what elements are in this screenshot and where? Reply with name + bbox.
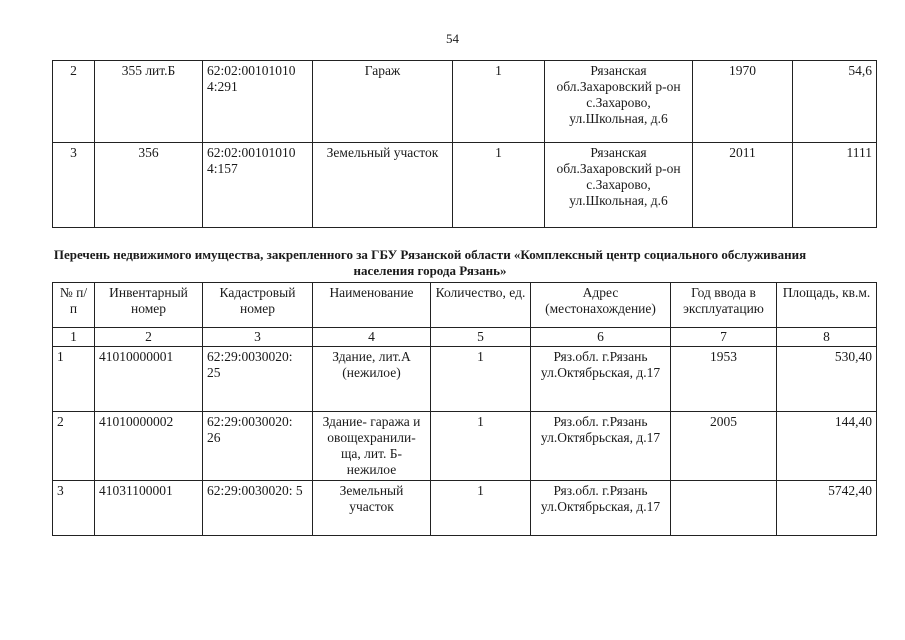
cadastral-number: 62:02:00101010 4:291 bbox=[203, 61, 313, 143]
year: 1953 bbox=[671, 347, 777, 412]
page-number: 54 bbox=[446, 31, 459, 46]
table-row bbox=[53, 143, 877, 228]
quantity: 1 bbox=[431, 412, 531, 481]
address: Ряз.обл. г.Рязань ул.Октябрьская, д.17 bbox=[531, 412, 671, 481]
address: Ряз.обл. г.Рязань ул.Октябрьская, д.17 bbox=[531, 347, 671, 412]
quantity: 1 bbox=[453, 143, 545, 228]
cadastral-number: 62:29:0030020: 26 bbox=[203, 412, 313, 481]
year: 1970 bbox=[693, 61, 793, 143]
inventory-number: 355 лит.Б bbox=[95, 61, 203, 143]
column-number-row bbox=[53, 328, 877, 347]
cadastral-number: 62:29:0030020: 25 bbox=[203, 347, 313, 412]
area: 1111 bbox=[793, 143, 877, 228]
header-year: Год ввода в эксплуатацию bbox=[671, 283, 777, 328]
header-name: Наименование bbox=[313, 283, 431, 328]
row-number: 3 bbox=[53, 143, 95, 228]
inventory-number: 356 bbox=[95, 143, 203, 228]
header-row-number: № п/п bbox=[53, 283, 95, 328]
quantity: 1 bbox=[453, 61, 545, 143]
header-quantity: Количество, ед. bbox=[431, 283, 531, 328]
column-number: 5 bbox=[431, 328, 531, 347]
cadastral-number: 62:29:0030020: 5 bbox=[203, 481, 313, 536]
property-name: Здание- гаража и овощехранили- ща, лит. Б- нежилое bbox=[313, 412, 431, 481]
area: 144,40 bbox=[777, 412, 877, 481]
address: Ряз.обл. г.Рязань ул.Октябрьская, д.17 bbox=[531, 481, 671, 536]
column-number: 3 bbox=[203, 328, 313, 347]
row-number: 1 bbox=[53, 347, 95, 412]
area: 54,6 bbox=[793, 61, 877, 143]
header-inventory: Инвентарный номер bbox=[95, 283, 203, 328]
address: Рязанская обл.Захаровский р-он с.Захарово, ул.Школьная, д.6 bbox=[545, 143, 693, 228]
property-name: Земельный участок bbox=[313, 143, 453, 228]
column-number: 7 bbox=[671, 328, 777, 347]
table-header bbox=[53, 283, 877, 328]
area: 530,40 bbox=[777, 347, 877, 412]
table-row bbox=[53, 481, 877, 536]
property-name: Гараж bbox=[313, 61, 453, 143]
table-row bbox=[53, 412, 877, 481]
cadastral-number: 62:02:00101010 4:157 bbox=[203, 143, 313, 228]
table-row bbox=[53, 347, 877, 412]
column-number: 6 bbox=[531, 328, 671, 347]
row-number: 2 bbox=[53, 61, 95, 143]
year: 2011 bbox=[693, 143, 793, 228]
column-number: 8 bbox=[777, 328, 877, 347]
area: 5742,40 bbox=[777, 481, 877, 536]
section-title: Перечень недвижимого имущества, закрепленного за ГБУ Рязанской области «Комплексный центр социального обслуживания населения города Рязань» bbox=[53, 247, 807, 278]
property-name: Здание, лит.А (нежилое) bbox=[313, 347, 431, 412]
header-address: Адрес (местонахождение) bbox=[531, 283, 671, 328]
column-number: 2 bbox=[95, 328, 203, 347]
address: Рязанская обл.Захаровский р-он с.Захарово, ул.Школьная, д.6 bbox=[545, 61, 693, 143]
property-table bbox=[52, 282, 877, 536]
property-name: Земельный участок bbox=[313, 481, 431, 536]
quantity: 1 bbox=[431, 481, 531, 536]
column-number: 1 bbox=[53, 328, 95, 347]
year bbox=[671, 481, 777, 536]
property-table-continued bbox=[52, 60, 877, 228]
table-row bbox=[53, 61, 877, 143]
inventory-number: 41010000001 bbox=[95, 347, 203, 412]
inventory-number: 41010000002 bbox=[95, 412, 203, 481]
column-number: 4 bbox=[313, 328, 431, 347]
row-number: 3 bbox=[53, 481, 95, 536]
header-area: Площадь, кв.м. bbox=[777, 283, 877, 328]
header-cadastral: Кадастровый номер bbox=[203, 283, 313, 328]
inventory-number: 41031100001 bbox=[95, 481, 203, 536]
year: 2005 bbox=[671, 412, 777, 481]
row-number: 2 bbox=[53, 412, 95, 481]
quantity: 1 bbox=[431, 347, 531, 412]
